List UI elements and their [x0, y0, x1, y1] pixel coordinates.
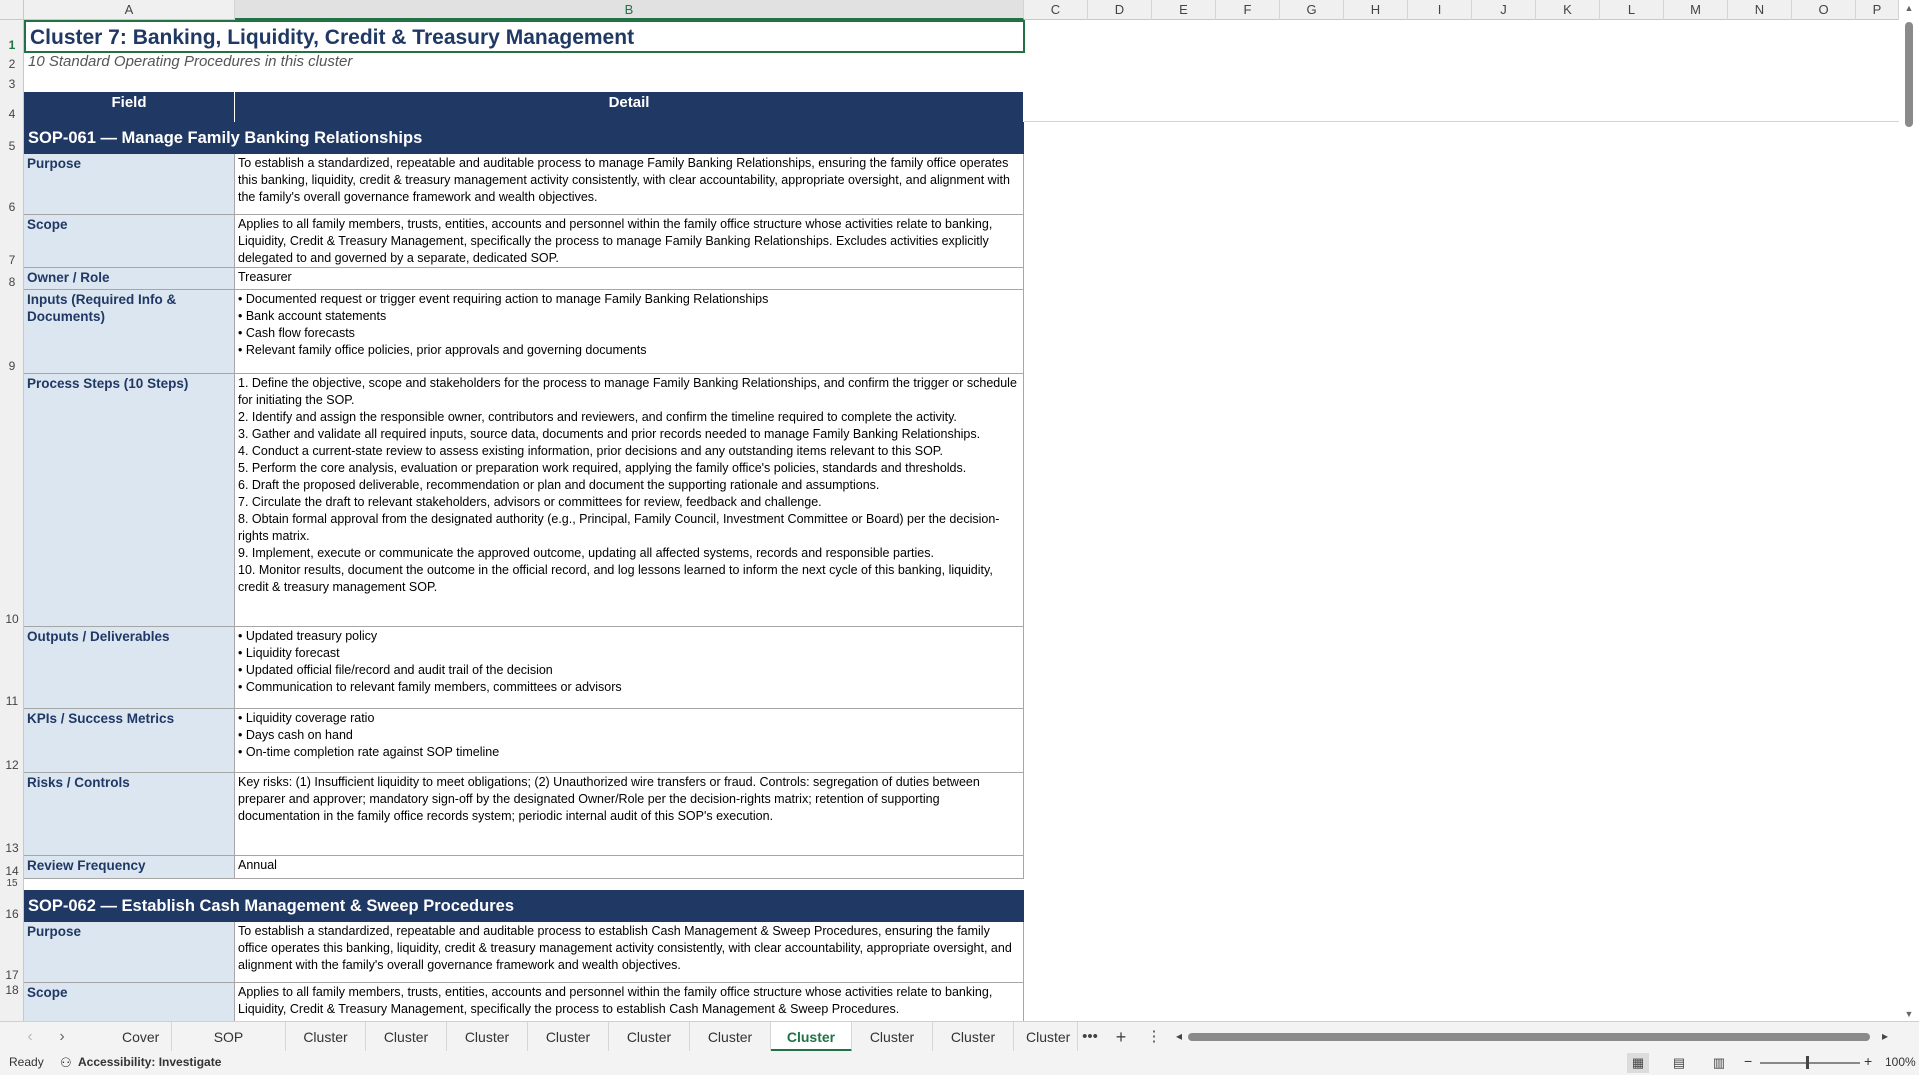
row-number[interactable]: 15: [6, 878, 18, 889]
row-number[interactable]: 4: [8, 107, 16, 121]
tab-cluster-4[interactable]: Cluster: [528, 1022, 609, 1052]
column-header-h[interactable]: H: [1344, 0, 1408, 20]
row-number[interactable]: 5: [8, 139, 16, 153]
column-header-c[interactable]: C: [1024, 0, 1088, 20]
field-cell[interactable]: Risks / Controls: [24, 773, 235, 856]
scroll-left-icon[interactable]: ◂: [1176, 1029, 1183, 1043]
column-header-f[interactable]: F: [1216, 0, 1280, 20]
sheet-tab-bar: [0, 1021, 1919, 1051]
worksheet-grid[interactable]: [0, 20, 1899, 1021]
horizontal-scroll-thumb[interactable]: [1188, 1033, 1870, 1041]
row-number[interactable]: 6: [8, 200, 16, 214]
field-cell[interactable]: Scope: [24, 215, 235, 268]
field-cell[interactable]: Purpose: [24, 922, 235, 983]
column-header-o[interactable]: O: [1792, 0, 1856, 20]
scroll-up-icon[interactable]: ▲: [1904, 3, 1914, 13]
detail-cell[interactable]: • Liquidity coverage ratio • Days cash on hand • On-time completion rate against SOP timeline: [235, 709, 1024, 773]
detail-cell[interactable]: Applies to all family members, trusts, entities, accounts and personnel within the family office structure whose activities relate to banking, Liquidity, Credit & Treasury Management, specifically the process to manage Family Banking Relationships. Excludes activities explicitly delegated to and governed by a separate, dedicated SOP.: [235, 215, 1024, 268]
ready-status: Ready: [9, 1055, 44, 1069]
tab-cluster-7[interactable]: Cluster: [771, 1022, 852, 1052]
row-number[interactable]: 11: [5, 694, 19, 708]
zoom-out-icon[interactable]: −: [1744, 1053, 1753, 1069]
zoom-slider[interactable]: [1760, 1062, 1860, 1064]
tab-cluster-1[interactable]: Cluster: [286, 1022, 366, 1052]
add-sheet-icon[interactable]: +: [1115, 1027, 1127, 1047]
sheet-subtitle-cell[interactable]: 10 Standard Operating Procedures in this cluster: [28, 53, 353, 70]
row-number[interactable]: 14: [5, 864, 19, 878]
tab-cluster-truncated[interactable]: Cluster: [1014, 1022, 1078, 1052]
detail-cell[interactable]: Annual: [235, 856, 1024, 879]
tab-cluster-8[interactable]: Cluster: [852, 1022, 933, 1052]
row-number[interactable]: 13: [5, 841, 19, 855]
column-header-d[interactable]: D: [1088, 0, 1152, 20]
column-header-n[interactable]: N: [1728, 0, 1792, 20]
accessibility-status[interactable]: Accessibility: Investigate: [78, 1055, 222, 1069]
status-bar: [0, 1051, 1919, 1075]
row-number[interactable]: 8: [8, 275, 16, 289]
tab-cluster-5[interactable]: Cluster: [609, 1022, 690, 1052]
column-header-p[interactable]: P: [1856, 0, 1899, 20]
zoom-in-icon[interactable]: +: [1864, 1053, 1873, 1069]
column-header-i[interactable]: I: [1408, 0, 1472, 20]
column-header-e[interactable]: E: [1152, 0, 1216, 20]
page-layout-view-icon[interactable]: ▤: [1672, 1055, 1686, 1070]
column-header-b[interactable]: B: [235, 0, 1024, 20]
vertical-scrollbar[interactable]: [1899, 0, 1919, 1021]
zoom-level[interactable]: 100%: [1885, 1055, 1916, 1069]
row-number[interactable]: 9: [8, 359, 16, 373]
row-number[interactable]: 3: [8, 77, 16, 91]
select-all-corner[interactable]: [0, 0, 24, 20]
normal-view-icon[interactable]: ▦: [1627, 1053, 1649, 1073]
field-column-header[interactable]: Field: [24, 92, 235, 122]
column-header-m[interactable]: M: [1664, 0, 1728, 20]
column-header-bar: [0, 0, 1899, 20]
row-number[interactable]: 1: [8, 38, 16, 52]
column-header-j[interactable]: J: [1472, 0, 1536, 20]
detail-cell[interactable]: • Updated treasury policy • Liquidity forecast • Updated official file/record and audit trail of the decision • Communication to relevant family members, committees or advisors: [235, 627, 1024, 709]
field-cell[interactable]: Inputs (Required Info & Documents): [24, 290, 235, 374]
field-cell[interactable]: KPIs / Success Metrics: [24, 709, 235, 773]
tab-cover[interactable]: Cover: [110, 1022, 172, 1052]
field-cell[interactable]: Owner / Role: [24, 268, 235, 290]
tab-cluster-9[interactable]: Cluster: [933, 1022, 1014, 1052]
column-header-k[interactable]: K: [1536, 0, 1600, 20]
row-header-bar: [0, 20, 24, 1021]
detail-cell[interactable]: Applies to all family members, trusts, entities, accounts and personnel within the family office structure whose activities relate to banking, Liquidity, Credit & Treasury Management, specifically the process to establish Cash Management & Sweep Procedures.: [235, 983, 1024, 1021]
column-header-l[interactable]: L: [1600, 0, 1664, 20]
row-number[interactable]: 2: [8, 57, 16, 71]
detail-cell[interactable]: • Documented request or trigger event requiring action to manage Family Banking Relationships • Bank account statements • Cash flow forecasts • Relevant family office policies, prior approvals and governing documents: [235, 290, 1024, 374]
more-sheets-icon[interactable]: •••: [1082, 1028, 1098, 1045]
row-number[interactable]: 16: [5, 907, 19, 921]
scroll-right-icon[interactable]: ▸: [1882, 1029, 1889, 1043]
row-number[interactable]: 7: [8, 253, 16, 267]
grid-line: [1024, 121, 1899, 122]
field-cell[interactable]: Scope: [24, 983, 235, 1021]
row-number[interactable]: 12: [5, 758, 19, 772]
detail-cell[interactable]: Key risks: (1) Insufficient liquidity to meet obligations; (2) Unauthorized wire transfers or fraud. Controls: segregation of duties between preparer and approver; mandatory sign-off by the designated Owner/Role per the decision-rights matrix; retention of supporting documentation in the family office records system; periodic internal audit of this SOP's execution.: [235, 773, 1024, 856]
zoom-slider-thumb[interactable]: [1806, 1056, 1809, 1069]
row-number[interactable]: 17: [5, 968, 19, 982]
column-header-g[interactable]: G: [1280, 0, 1344, 20]
detail-cell[interactable]: 1. Define the objective, scope and stakeholders for the process to manage Family Banking Relationships, and confirm the trigger or schedule for initiating the SOP. 2. Identify and assign the responsible owner, contributors and reviewers, and confirm the timeline required to complete the activity. 3. Gather and validate all required inputs, source data, documents and prior records needed to manage Family Banking Relationships. 4. Conduct a current-state review to assess existing information, prior decisions and any outstanding items relevant to this SOP. 5. Perform the core analysis, evaluation or preparation work required, applying the family office's policies, standards and thresholds. 6. Draft the proposed deliverable, recommendation or plan and document the supporting rationale and assumptions. 7. Circulate the draft to relevant stakeholders, advisors or committees for review, feedback and challenge. 8. Obtain formal approval from the designated authority (e.g., Principal, Family Council, Investment Committee or Board) per the decision-rights matrix. 9. Implement, execute or communicate the approved outcome, updating all affected systems, records and responsible parties. 10. Monitor results, document the outcome in the official record, and log lessons learned to inform the next cycle of this banking, liquidity, credit & treasury management SOP.: [235, 374, 1024, 627]
tab-cluster-2[interactable]: Cluster: [366, 1022, 447, 1052]
tab-cluster-3[interactable]: Cluster: [447, 1022, 528, 1052]
scroll-down-icon[interactable]: ▼: [1904, 1009, 1914, 1019]
accessibility-icon[interactable]: ⚇: [60, 1055, 72, 1070]
field-cell[interactable]: Process Steps (10 Steps): [24, 374, 235, 627]
detail-column-header[interactable]: Detail: [235, 92, 1024, 122]
row-number[interactable]: 10: [5, 612, 19, 626]
sheet-options-icon[interactable]: ⋮: [1146, 1028, 1162, 1045]
detail-cell[interactable]: To establish a standardized, repeatable and auditable process to manage Family Banking Relationships, ensuring the family office operates this banking, liquidity, credit & treasury management activity consistently, with clear accountability, appropriate oversight, and alignment with the family's overall governance framework and wealth objectives.: [235, 154, 1024, 215]
sop-heading-cell[interactable]: SOP-061 — Manage Family Banking Relationships: [24, 122, 1024, 154]
sop-heading-cell[interactable]: SOP-062 — Establish Cash Management & Sweep Procedures: [24, 890, 1024, 922]
next-sheet-icon[interactable]: ›: [59, 1028, 65, 1045]
tab-cluster-6[interactable]: Cluster: [690, 1022, 771, 1052]
horizontal-scrollbar[interactable]: [1176, 1029, 1889, 1043]
page-break-view-icon[interactable]: ▥: [1712, 1055, 1726, 1070]
field-cell[interactable]: Review Frequency: [24, 856, 235, 879]
vertical-scroll-thumb[interactable]: [1905, 22, 1913, 127]
sheet-title-cell[interactable]: Cluster 7: Banking, Liquidity, Credit & Treasury Management: [24, 20, 1025, 53]
field-cell[interactable]: Outputs / Deliverables: [24, 627, 235, 709]
detail-cell[interactable]: Treasurer: [235, 268, 1024, 290]
tab-sop-overview[interactable]: SOP: [172, 1022, 286, 1052]
detail-cell[interactable]: To establish a standardized, repeatable and auditable process to establish Cash Management & Sweep Procedures, ensuring the family office operates this banking, liquidity, credit & treasury management activity consistently, with clear accountability, appropriate oversight, and alignment with the family's overall governance framework and wealth objectives.: [235, 922, 1024, 983]
column-header-a[interactable]: A: [24, 0, 235, 20]
previous-sheet-icon[interactable]: ‹: [27, 1028, 33, 1045]
field-cell[interactable]: Purpose: [24, 154, 235, 215]
row-number[interactable]: 18: [5, 983, 19, 997]
